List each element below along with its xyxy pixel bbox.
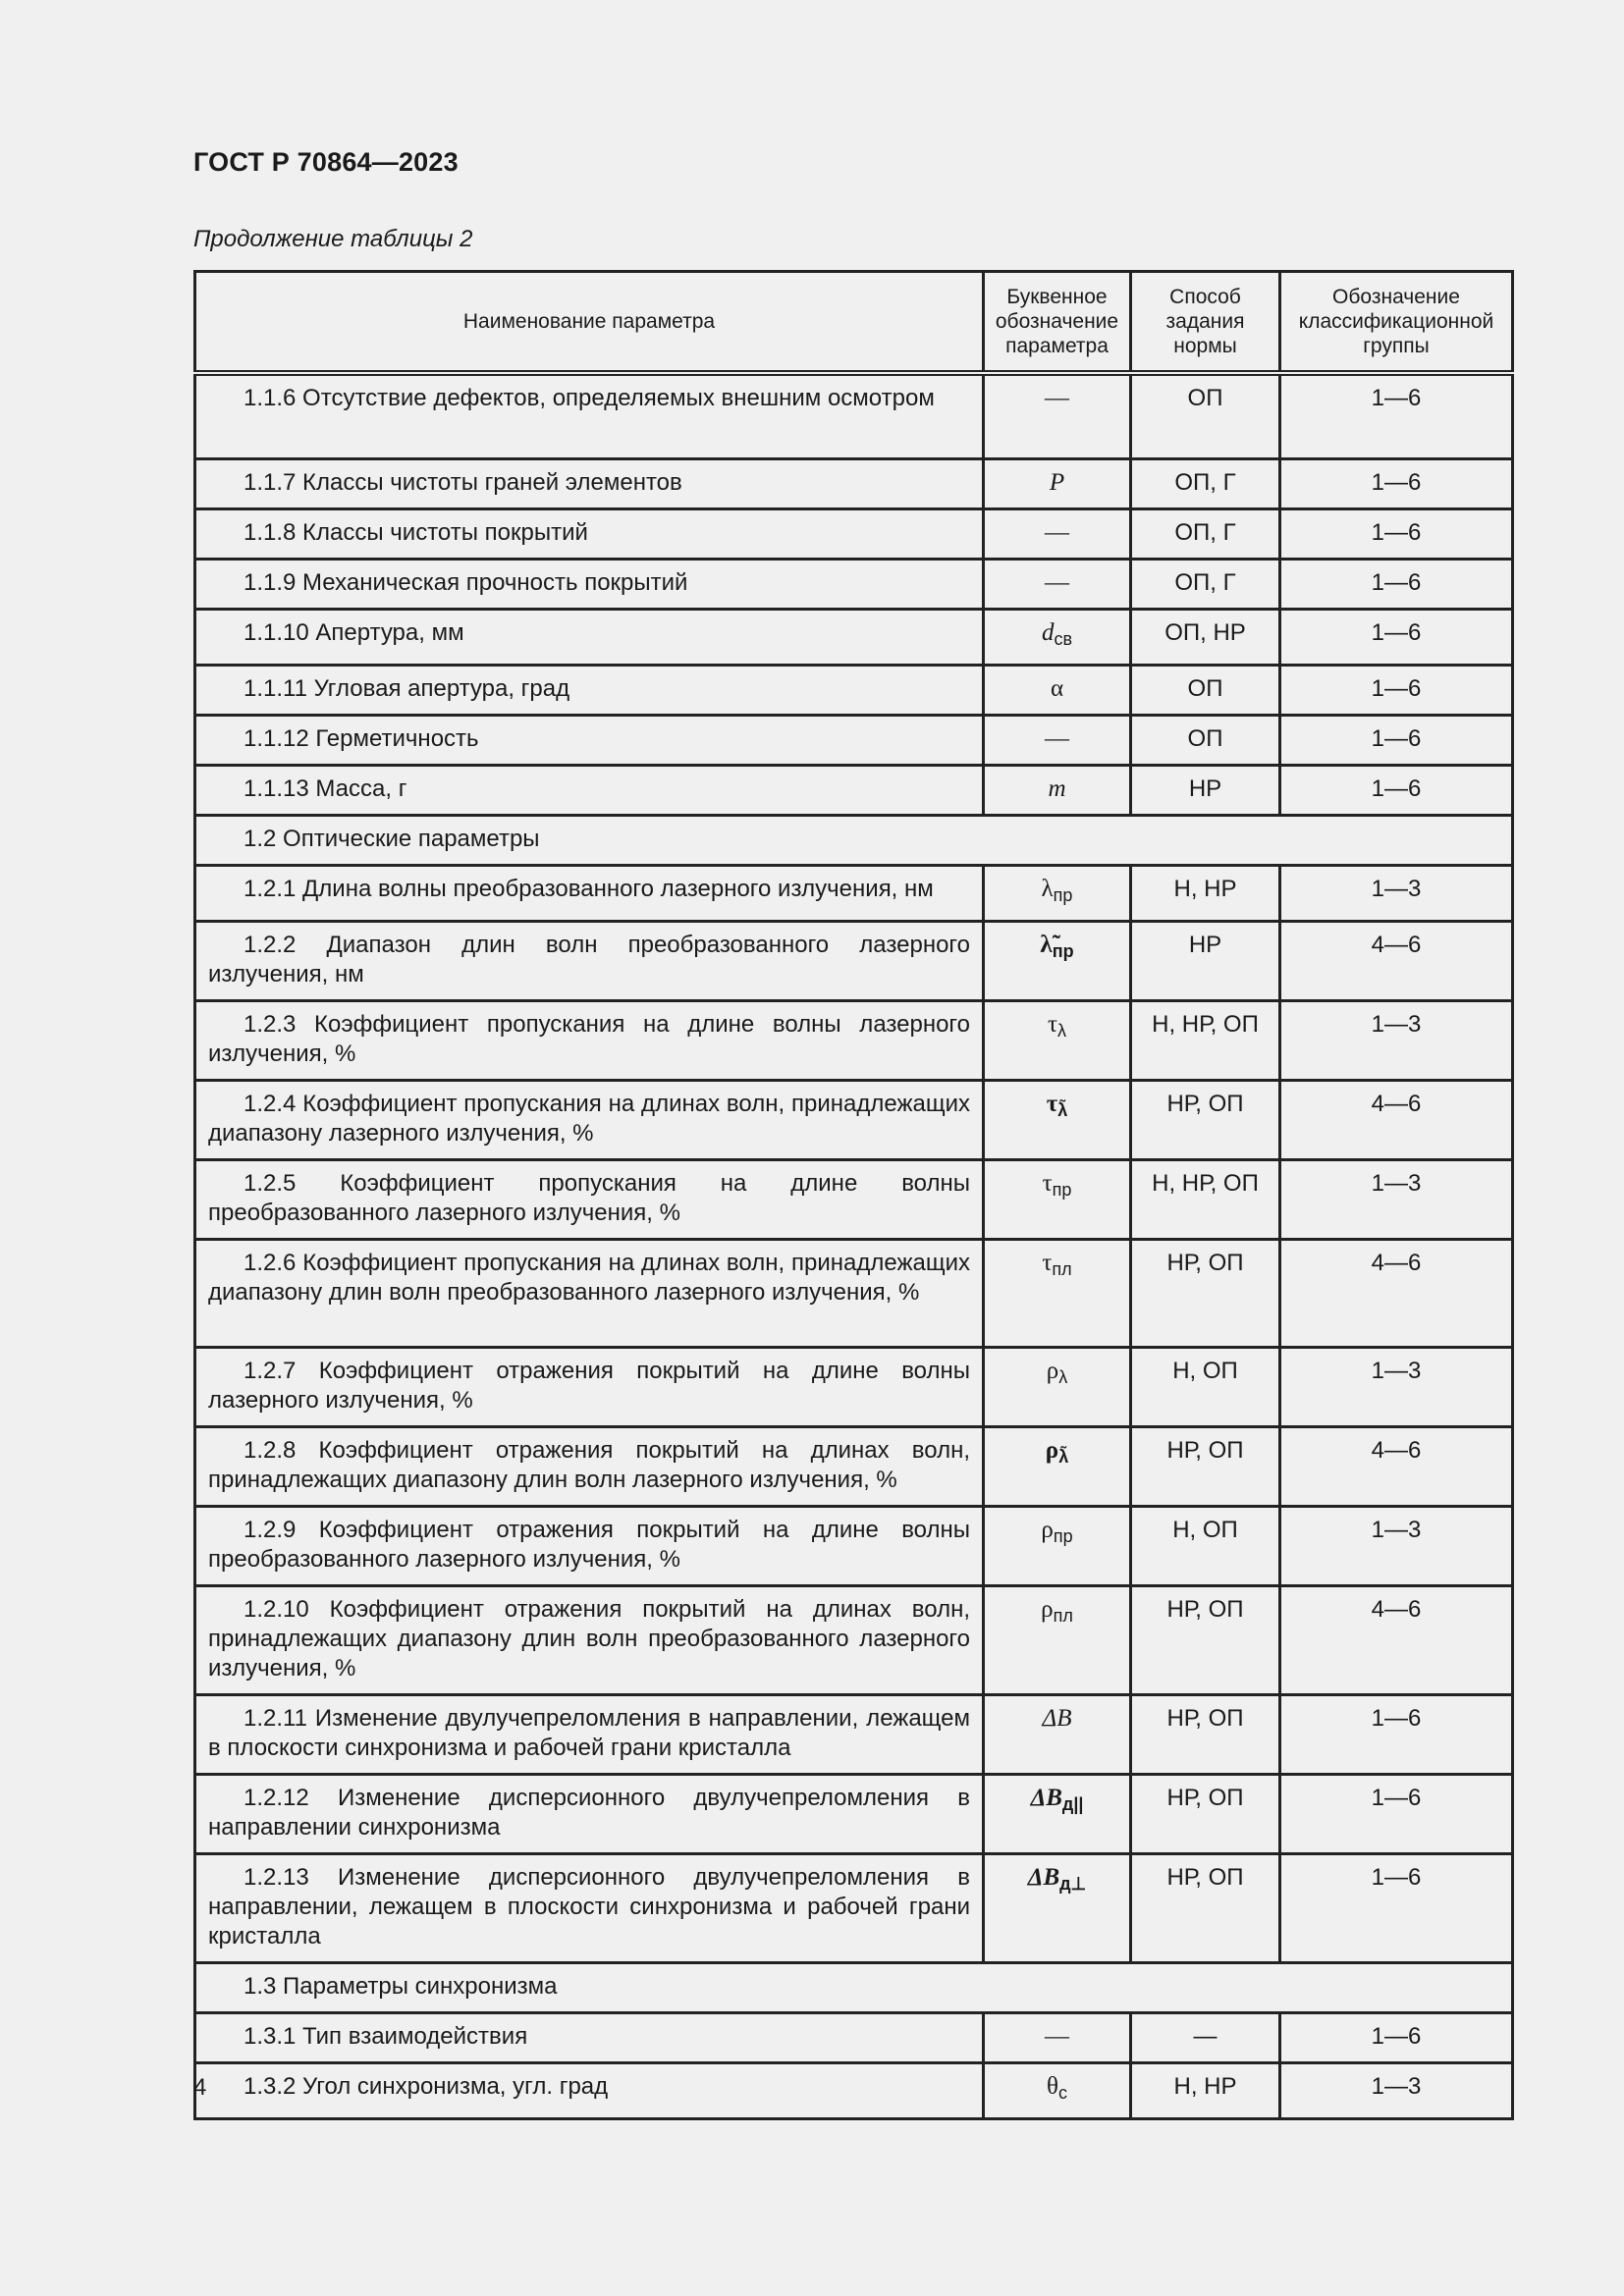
table-row bbox=[195, 765, 1513, 815]
column-header-method: Способ задания нормы bbox=[1131, 272, 1280, 374]
norm-method: НР, ОП bbox=[1131, 1853, 1280, 1962]
classification-group: 1—6 bbox=[1280, 715, 1513, 765]
parameter-symbol bbox=[984, 1000, 1131, 1080]
symbol-main: τ bbox=[1047, 1010, 1058, 1038]
parameter-name: 1.2.10 Коэффициент отражения покрытий на длинах волн, принадлежащих диапазону длин волн преобразованного лазерного излучения, % bbox=[195, 1585, 984, 1694]
symbol-subscript: с bbox=[1057, 2082, 1067, 2103]
norm-method: Н, ОП bbox=[1131, 1506, 1280, 1585]
classification-group: 1—6 bbox=[1280, 765, 1513, 815]
symbol-main: ΔB bbox=[1030, 1784, 1062, 1811]
parameter-symbol bbox=[984, 1239, 1131, 1347]
norm-method: НР, ОП bbox=[1131, 1585, 1280, 1694]
page-number: 4 bbox=[193, 2074, 207, 2101]
parameter-name: 1.2.7 Коэффициент отражения покрытий на длине волны лазерного излучения, % bbox=[195, 1347, 984, 1426]
symbol-subscript: λ̃ bbox=[1057, 1099, 1068, 1120]
symbol-subscript: пр bbox=[1053, 1525, 1073, 1546]
table-row bbox=[195, 1239, 1513, 1347]
parameter-symbol bbox=[984, 1426, 1131, 1506]
classification-group: 1—6 bbox=[1280, 508, 1513, 559]
symbol-main: — bbox=[1045, 724, 1069, 752]
table-header-row bbox=[195, 272, 1513, 374]
symbol-subscript: пр bbox=[1052, 940, 1074, 961]
parameter-name: 1.3.2 Угол синхронизма, угл. град bbox=[195, 2062, 984, 2118]
table-row bbox=[195, 715, 1513, 765]
symbol-subscript: пл bbox=[1052, 1258, 1072, 1279]
norm-method: ОП bbox=[1131, 373, 1280, 458]
table-row bbox=[195, 1774, 1513, 1853]
classification-group: 1—6 bbox=[1280, 665, 1513, 715]
classification-group: 4—6 bbox=[1280, 921, 1513, 1000]
norm-method: ОП, НР bbox=[1131, 609, 1280, 665]
norm-method: — bbox=[1131, 2012, 1280, 2062]
symbol-main: d bbox=[1041, 618, 1055, 646]
classification-group: 4—6 bbox=[1280, 1239, 1513, 1347]
parameter-name: 1.1.10 Апертура, мм bbox=[195, 609, 984, 665]
table-row bbox=[195, 508, 1513, 559]
table-row bbox=[195, 1000, 1513, 1080]
parameter-symbol bbox=[984, 373, 1131, 458]
table-row bbox=[195, 865, 1513, 921]
norm-method: Н, НР, ОП bbox=[1131, 1159, 1280, 1239]
norm-method: ОП, Г bbox=[1131, 458, 1280, 508]
parameter-name: 1.2.5 Коэффициент пропускания на длине волны преобразованного лазерного излучения, % bbox=[195, 1159, 984, 1239]
table-row bbox=[195, 1506, 1513, 1585]
table-row bbox=[195, 1694, 1513, 1774]
table-row bbox=[195, 665, 1513, 715]
symbol-subscript: λ bbox=[1058, 1366, 1068, 1387]
table-body bbox=[195, 373, 1513, 2118]
norm-method: НР, ОП bbox=[1131, 1694, 1280, 1774]
symbol-main: ρ bbox=[1041, 1516, 1054, 1543]
classification-group: 4—6 bbox=[1280, 1585, 1513, 1694]
classification-group: 1—3 bbox=[1280, 2062, 1513, 2118]
classification-group: 4—6 bbox=[1280, 1426, 1513, 1506]
section-row bbox=[195, 815, 1513, 865]
symbol-main: τ bbox=[1042, 1169, 1053, 1197]
parameter-symbol bbox=[984, 1694, 1131, 1774]
table-row bbox=[195, 373, 1513, 458]
norm-method: Н, НР bbox=[1131, 865, 1280, 921]
classification-group: 1—6 bbox=[1280, 609, 1513, 665]
parameter-symbol bbox=[984, 865, 1131, 921]
parameter-name: 1.1.8 Классы чистоты покрытий bbox=[195, 508, 984, 559]
norm-method: ОП, Г bbox=[1131, 559, 1280, 609]
parameter-symbol bbox=[984, 765, 1131, 815]
parameter-symbol bbox=[984, 2062, 1131, 2118]
symbol-main: θ bbox=[1047, 2072, 1058, 2100]
classification-group: 1—6 bbox=[1280, 1853, 1513, 1962]
classification-group: 1—6 bbox=[1280, 559, 1513, 609]
table-row bbox=[195, 458, 1513, 508]
symbol-subscript: пр bbox=[1053, 884, 1073, 905]
symbol-main: τ bbox=[1042, 1249, 1053, 1276]
symbol-main: ρ bbox=[1045, 1436, 1059, 1464]
column-header-group: Обозначение классификационной группы bbox=[1280, 272, 1513, 374]
table-caption: Продолжение таблицы 2 bbox=[193, 226, 473, 252]
classification-group: 1—6 bbox=[1280, 373, 1513, 458]
parameter-symbol bbox=[984, 1080, 1131, 1159]
symbol-main: — bbox=[1045, 518, 1069, 546]
norm-method: ОП, Г bbox=[1131, 508, 1280, 559]
parameter-symbol bbox=[984, 1853, 1131, 1962]
parameter-symbol bbox=[984, 1347, 1131, 1426]
symbol-main: α bbox=[1050, 674, 1064, 702]
norm-method: НР, ОП bbox=[1131, 1774, 1280, 1853]
parameter-name: 1.2.11 Изменение двулучепреломления в направлении, лежащем в плоскости синхронизма и рабочей грани кристалла bbox=[195, 1694, 984, 1774]
classification-group: 4—6 bbox=[1280, 1080, 1513, 1159]
symbol-main: λ bbox=[1041, 875, 1054, 902]
parameter-symbol bbox=[984, 715, 1131, 765]
symbol-main: — bbox=[1045, 385, 1069, 411]
parameter-name: 1.1.12 Герметичность bbox=[195, 715, 984, 765]
column-header-symbol: Буквенное обозначение параметра bbox=[984, 272, 1131, 374]
symbol-main: ΔB bbox=[1042, 1704, 1072, 1732]
norm-method: НР bbox=[1131, 765, 1280, 815]
table-row bbox=[195, 1585, 1513, 1694]
section-title: 1.2 Оптические параметры bbox=[195, 815, 1513, 865]
parameter-symbol bbox=[984, 1585, 1131, 1694]
symbol-main: — bbox=[1045, 2022, 1069, 2050]
section-row bbox=[195, 1962, 1513, 2012]
parameter-symbol bbox=[984, 1159, 1131, 1239]
table-row bbox=[195, 2062, 1513, 2118]
symbol-subscript: д⊥ bbox=[1059, 1873, 1087, 1894]
table-row bbox=[195, 1080, 1513, 1159]
parameter-symbol bbox=[984, 2012, 1131, 2062]
parameter-symbol bbox=[984, 609, 1131, 665]
symbol-main: — bbox=[1045, 568, 1069, 596]
table-row bbox=[195, 1853, 1513, 1962]
parameter-name: 1.3.1 Тип взаимодействия bbox=[195, 2012, 984, 2062]
parameter-symbol bbox=[984, 1774, 1131, 1853]
parameter-symbol bbox=[984, 1506, 1131, 1585]
parameter-name: 1.1.11 Угловая апертура, град bbox=[195, 665, 984, 715]
parameter-name: 1.2.13 Изменение дисперсионного двулучепреломления в направлении, лежащем в плоскости синхронизма и рабочей грани кристалла bbox=[195, 1853, 984, 1962]
parameter-name: 1.2.6 Коэффициент пропускания на длинах волн, принадлежащих диапазону длин волн преобразованного лазерного излучения, % bbox=[195, 1239, 984, 1347]
document-header: ГОСТ Р 70864—2023 bbox=[193, 147, 459, 177]
column-header-name: Наименование параметра bbox=[195, 272, 984, 374]
table-row bbox=[195, 2012, 1513, 2062]
norm-method: Н, НР bbox=[1131, 2062, 1280, 2118]
symbol-subscript: д|| bbox=[1061, 1793, 1084, 1814]
norm-method: Н, ОП bbox=[1131, 1347, 1280, 1426]
parameter-name: 1.2.3 Коэффициент пропускания на длине волны лазерного излучения, % bbox=[195, 1000, 984, 1080]
norm-method: НР, ОП bbox=[1131, 1080, 1280, 1159]
parameter-symbol bbox=[984, 458, 1131, 508]
table-row bbox=[195, 1426, 1513, 1506]
symbol-subscript: св bbox=[1054, 628, 1073, 649]
parameter-name: 1.1.9 Механическая прочность покрытий bbox=[195, 559, 984, 609]
norm-method: Н, НР, ОП bbox=[1131, 1000, 1280, 1080]
table-row bbox=[195, 559, 1513, 609]
norm-method: ОП bbox=[1131, 665, 1280, 715]
symbol-main: ΔB bbox=[1027, 1863, 1060, 1891]
symbol-main: ρ bbox=[1041, 1595, 1054, 1623]
norm-method: НР bbox=[1131, 921, 1280, 1000]
parameter-name: 1.1.6 Отсутствие дефектов, определяемых внешним осмотром bbox=[195, 373, 984, 458]
parameter-name: 1.2.8 Коэффициент отражения покрытий на длинах волн, принадлежащих диапазону длин волн лазерного излучения, % bbox=[195, 1426, 984, 1506]
parameter-name: 1.1.13 Масса, г bbox=[195, 765, 984, 815]
classification-group: 1—6 bbox=[1280, 458, 1513, 508]
classification-group: 1—6 bbox=[1280, 1774, 1513, 1853]
parameter-name: 1.2.4 Коэффициент пропускания на длинах волн, принадлежащих диапазону лазерного излучения, % bbox=[195, 1080, 984, 1159]
parameter-name: 1.2.9 Коэффициент отражения покрытий на длине волны преобразованного лазерного излучения, % bbox=[195, 1506, 984, 1585]
symbol-subscript: пр bbox=[1052, 1179, 1072, 1200]
symbol-main: ρ bbox=[1046, 1357, 1059, 1384]
parameter-name: 1.2.1 Длина волны преобразованного лазерного излучения, нм bbox=[195, 865, 984, 921]
classification-group: 1—3 bbox=[1280, 1159, 1513, 1239]
norm-method: ОП bbox=[1131, 715, 1280, 765]
parameter-symbol bbox=[984, 921, 1131, 1000]
norm-method: НР, ОП bbox=[1131, 1239, 1280, 1347]
table-row bbox=[195, 921, 1513, 1000]
table-row bbox=[195, 1347, 1513, 1426]
symbol-main: λ̃ bbox=[1040, 931, 1053, 958]
classification-group: 1—6 bbox=[1280, 1694, 1513, 1774]
symbol-subscript: пл bbox=[1053, 1605, 1073, 1626]
parameter-symbol bbox=[984, 559, 1131, 609]
parameters-table bbox=[193, 270, 1514, 2120]
symbol-main: P bbox=[1049, 468, 1065, 496]
table-row bbox=[195, 609, 1513, 665]
symbol-main: m bbox=[1048, 774, 1066, 802]
classification-group: 1—3 bbox=[1280, 1506, 1513, 1585]
parameter-symbol bbox=[984, 508, 1131, 559]
classification-group: 1—3 bbox=[1280, 1347, 1513, 1426]
classification-group: 1—3 bbox=[1280, 865, 1513, 921]
parameter-symbol bbox=[984, 665, 1131, 715]
parameter-name: 1.1.7 Классы чистоты граней элементов bbox=[195, 458, 984, 508]
classification-group: 1—6 bbox=[1280, 2012, 1513, 2062]
symbol-main: τ bbox=[1046, 1090, 1058, 1117]
norm-method: НР, ОП bbox=[1131, 1426, 1280, 1506]
section-title: 1.3 Параметры синхронизма bbox=[195, 1962, 1513, 2012]
symbol-subscript: λ bbox=[1057, 1020, 1067, 1041]
parameter-name: 1.2.12 Изменение дисперсионного двулучепреломления в направлении синхронизма bbox=[195, 1774, 984, 1853]
classification-group: 1—3 bbox=[1280, 1000, 1513, 1080]
parameter-name: 1.2.2 Диапазон длин волн преобразованного лазерного излучения, нм bbox=[195, 921, 984, 1000]
symbol-subscript: λ̃ bbox=[1058, 1446, 1069, 1467]
table-row bbox=[195, 1159, 1513, 1239]
